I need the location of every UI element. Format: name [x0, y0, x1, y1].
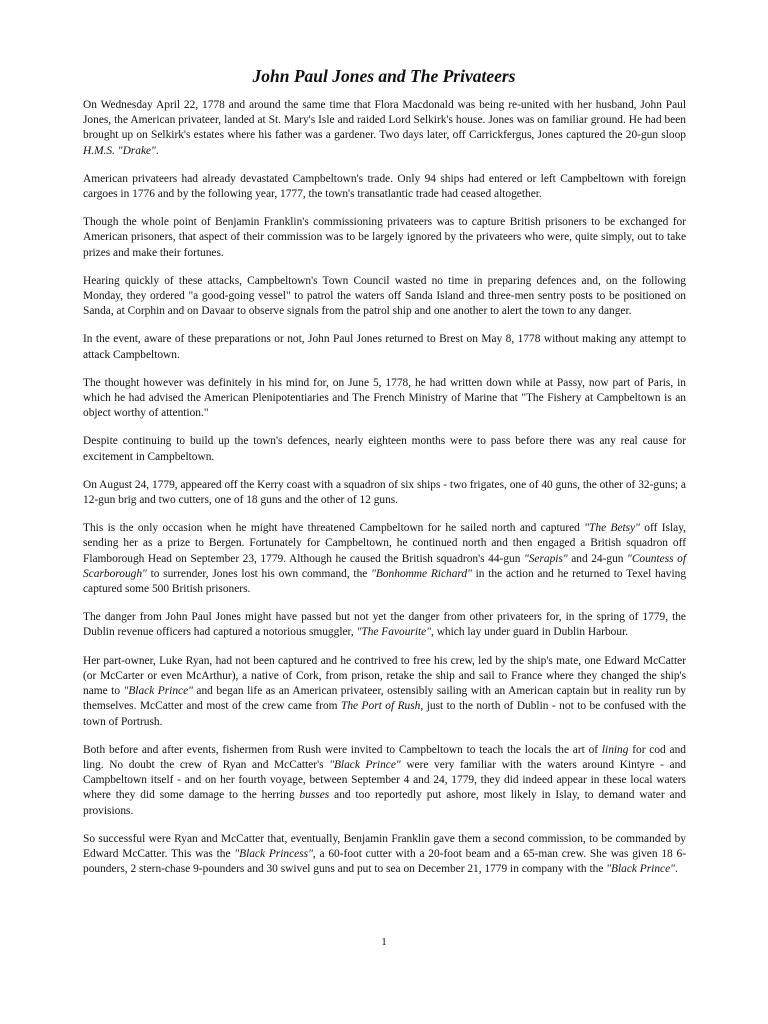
text-run: Both before and after events, fishermen from Rush were invited to Campbeltown to teach the locals the art of	[83, 743, 602, 756]
italic-text: The Port of Rush	[341, 700, 421, 713]
page-number: 1	[381, 936, 387, 948]
italic-text: "Black Prince"	[329, 758, 401, 771]
text-run: On August 24, 1779, appeared off the Kerry coast with a squadron of six ships - two frigates, one of 40 guns, the other of 32-guns; a 12-gun brig and two cutters, one of 18 guns and the other of 12 guns.	[83, 478, 686, 507]
text-run: .	[674, 863, 678, 876]
italic-text: "The Betsy"	[584, 522, 640, 535]
document-title: John Paul Jones and The Privateers	[252, 66, 516, 86]
text-run: for cod and ling. No doubt the crew of Ryan and McCatter's	[83, 743, 686, 771]
paragraph	[83, 654, 686, 730]
text-run: The thought however was definitely in his mind for, on June 5, 1778, he had written down while at Passy, now part of Paris, in which he had advised the American Plenipotentiaries and The French Ministry of Marine that "The Fishery at Campbeltown is an object worthy of attention."	[83, 376, 686, 420]
text-run: So successful were Ryan and McCatter that, eventually, Benjamin Franklin gave them a second commission, to be commanded by Edward McCatter. This was the	[83, 832, 686, 860]
italic-text: busses	[299, 789, 330, 802]
text-run: In the event, aware of these preparations or not, John Paul Jones returned to Brest on May 8, 1778 without making any attempt to attack Campbeltown.	[83, 333, 686, 361]
text-run: Despite continuing to build up the town's defences, nearly eighteen months were to pass before there was any real cause for excitement in Campbeltown.	[83, 435, 686, 463]
text-run: were very familiar with the waters around Kintyre - and Campbeltown itself - and on her fourth voyage, between September 4 and 24, 1779, they did indeed appear in these local waters where they did some damage to the herring	[83, 758, 686, 802]
paragraph	[83, 215, 686, 261]
text-run: Though the whole point of Benjamin Franklin's commissioning privateers was to capture British prisoners to be exchanged for American prisoners, that aspect of their commission was to be largely ignored by the privateers who were, quite simply, out to take prizes and make their fortunes.	[83, 216, 686, 259]
italic-text: "Bonhomme Richard"	[371, 567, 472, 580]
paragraph	[83, 376, 686, 422]
paragraph	[83, 743, 686, 819]
paragraph	[83, 172, 686, 202]
paragraph	[83, 98, 686, 159]
italic-text: "Serapis"	[523, 552, 568, 565]
text-run: and 24-gun	[567, 552, 628, 565]
text-run: This is the only occasion when he might have threatened Campbeltown for he sailed north and captured	[83, 522, 585, 535]
text-run: to surrender, Jones lost his own command, the	[146, 567, 372, 580]
text-run: .	[155, 144, 159, 157]
italic-text: "The Favourite"	[356, 626, 431, 639]
italic-text: "Black Prince"	[606, 863, 675, 876]
paragraph	[83, 610, 686, 640]
text-run: Hearing quickly of these attacks, Campbeltown's Town Council wasted no time in preparing defences and, on the following Monday, they ordered "a good-going vessel" to patrol the waters off Sanda Island and three-men sentry posts to be positioned on Sanda, at Corphin and on Davaar to observe signals from the patrol ship and one another to alert the town to any danger.	[83, 274, 686, 318]
paragraph	[83, 478, 686, 508]
paragraph	[83, 274, 686, 320]
text-run: , which lay under guard in Dublin Harbour.	[431, 626, 629, 639]
italic-text: H.M.S. "Drake"	[83, 144, 156, 157]
text-run: and too reportedly put ashore, most likely in Islay, to demand water and provisions.	[83, 789, 686, 817]
text-run: On Wednesday April 22, 1778 and around the same time that Flora Macdonald was being re-united with her husband, John Paul Jones, the American privateer, landed at St. Mary's Isle and raided Lord Selkirk's house. Jones was on familiar ground. He had been brought up on Selkirk's estates where his father was a gardener. Two days later, off Carrickfergus, Jones captured the 20-gun sloop	[83, 99, 686, 142]
paragraph	[83, 832, 686, 878]
italic-text: "Black Princess"	[234, 847, 313, 860]
text-run: , just to the north of Dublin - not to be confused with the town of Portrush.	[83, 700, 686, 728]
paragraph	[83, 434, 686, 464]
text-run: Her part-owner, Luke Ryan, had not been captured and he contrived to free his crew, led by the ship's mate, one Edward McCatter (or McCarter or even McArthur), a native of Cork, from prison, retake the ship and sail to France where they changed the ship's name to	[83, 654, 686, 698]
text-run: American privateers had already devastated Campbeltown's trade. Only 94 ships had entered or left Campbeltown with foreign cargoes in 1776 and by the following year, 1777, the town's transatlantic trade had ceased altogether.	[83, 172, 686, 201]
text-run: off Islay, sending her as a prize to Bergen. Fortunately for Campbeltown, he continued north and then engaged a British squadron off Flamborough Head on September 23, 1779. Although he caused the British squadron's 44-gun	[83, 522, 686, 565]
italic-text: "Countess of Scarborough"	[83, 552, 686, 580]
italic-text: "Black Prince"	[123, 685, 193, 698]
text-run: in the action and he returned to Texel having captured some 500 British prisoners.	[83, 567, 687, 596]
text-run: The danger from John Paul Jones might have passed but not yet the danger from other privateers for, in the spring of 1779, the Dublin revenue officers had captured a notorious smuggler,	[83, 611, 686, 639]
document-body	[83, 98, 686, 890]
text-run: and began life as an American privateer, ostensibly sailing with an American captain but in reality run by themselves. McCatter and most of the crew came from	[83, 685, 687, 713]
paragraph	[83, 521, 686, 597]
text-run: , a 60-foot cutter with a 20-foot beam and a 65-man crew. She was given 18 6-pounders, 2 stern-chase 9-pounders and 30 swivel guns and put to sea on December 21, 1779 in company with the	[83, 847, 686, 876]
italic-text: lining	[601, 743, 629, 756]
paragraph	[83, 332, 686, 362]
